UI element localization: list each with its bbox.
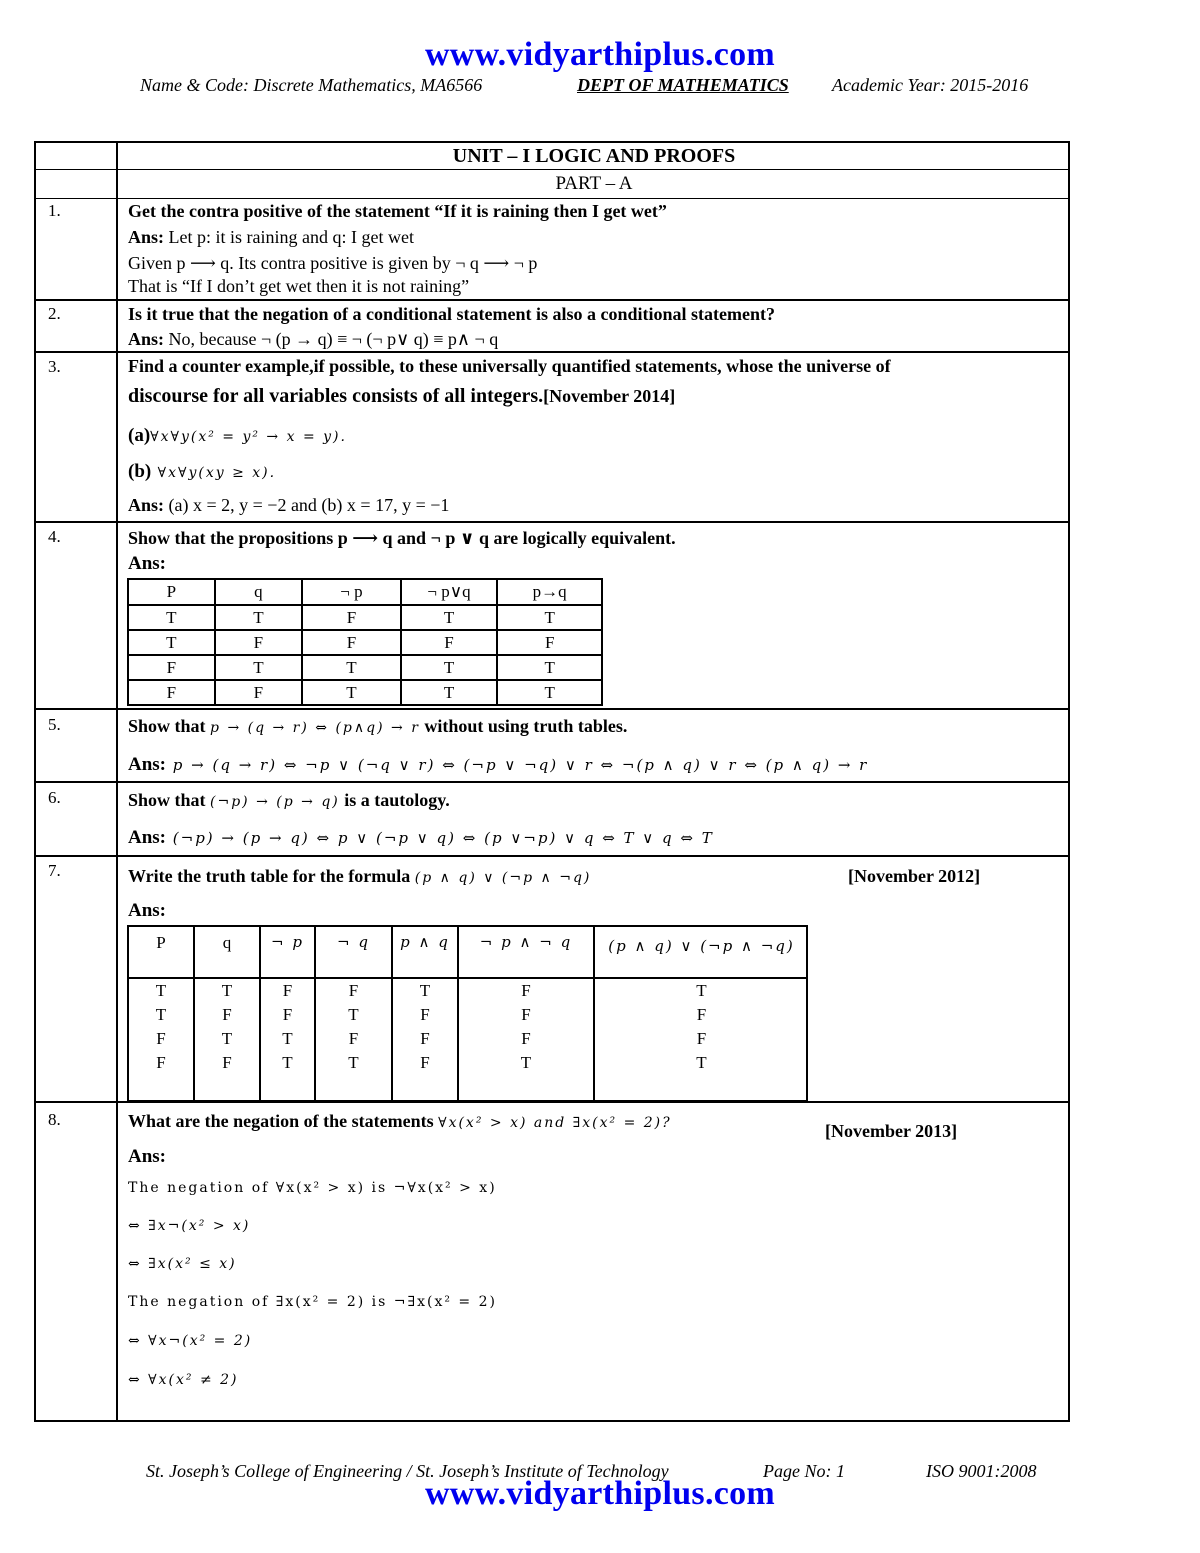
table-cell: F xyxy=(156,1029,166,1048)
answer-1-line-1: Ans: Let p: it is raining and q: I get wet xyxy=(128,227,414,247)
question-7: Write the truth table for the formula (p ∧ q) ∨ (¬p ∧ ¬q) xyxy=(128,866,592,886)
page-number: Page No: 1 xyxy=(763,1461,845,1481)
table-cell: T xyxy=(348,1005,359,1024)
answer-8-line: ⇔ ∃x(x² ≤ x) xyxy=(128,1256,237,1272)
header-cell: q xyxy=(215,579,303,605)
answer-1-line-2: Given p ⟶ q. Its contra positive is given by ¬ q ⟶ ¬ p xyxy=(128,253,538,273)
table-cell: F xyxy=(521,1029,531,1048)
truth-table-4 xyxy=(127,578,603,706)
answer-8-line: ⇔ ∀x¬(x² = 2) xyxy=(128,1333,253,1349)
table-cell: F xyxy=(222,1053,232,1072)
table-cell: F xyxy=(302,630,401,655)
table-cell: T xyxy=(401,605,498,630)
table-cell: F xyxy=(348,1029,359,1048)
table-cell: T xyxy=(221,1029,233,1048)
part-b-expression: ∀x∀y(xy ≥ x). xyxy=(151,465,277,481)
table-cell: T xyxy=(155,981,167,1000)
question-number: 1. xyxy=(48,201,61,220)
ans-label: Ans: xyxy=(128,827,167,848)
question-8: What are the negation of the statements ∀x(x² > x) and ∃x(x² = 2)? xyxy=(128,1111,672,1131)
ans-label: Ans: xyxy=(128,227,165,247)
question-number: 7. xyxy=(48,861,61,880)
part-a-expression: ∀x∀y(x² = y² → x = y). xyxy=(150,429,347,445)
table-cell: F xyxy=(282,981,293,1000)
question-3-line-2: discourse for all variables consists of all integers. xyxy=(128,385,544,407)
header-cell: p→q xyxy=(497,579,602,605)
site-url-bottom[interactable]: www.vidyarthiplus.com xyxy=(424,1475,776,1512)
table-cell: T xyxy=(215,605,303,630)
answer-2: Ans: No, because ¬ (p → q) ≡ ¬ (¬ p∨ q) ≡ p∧ ¬ q xyxy=(128,329,499,349)
table-cell: F xyxy=(215,680,303,705)
question-6: Show that (¬p) → (p → q) is a tautology. xyxy=(128,790,450,810)
table-cell: T xyxy=(419,981,431,1000)
table-cell: T xyxy=(696,1053,707,1072)
question-4: Show that the propositions p ⟶ q and ¬ p ∨ q are logically equivalent. xyxy=(128,528,676,548)
header-cell: (p ∧ q) ∨ (¬p ∧ ¬q) xyxy=(608,937,795,955)
question-number: 6. xyxy=(48,788,61,807)
table-cell: F xyxy=(521,981,531,1000)
table-cell: T xyxy=(282,1053,293,1072)
ans-label: Ans: xyxy=(128,553,167,574)
table-cell: F xyxy=(696,1005,707,1024)
academic-year: Academic Year: 2015-2016 xyxy=(832,75,1029,95)
row-divider xyxy=(34,169,1070,170)
table-cell: T xyxy=(128,605,215,630)
header-cell: ¬ p∨q xyxy=(401,579,498,605)
table-cell: T xyxy=(520,1053,532,1072)
answer-8-line: ⇔ ∃x¬(x² > x) xyxy=(128,1218,251,1234)
part-title: PART – A xyxy=(555,173,633,194)
answer-8-line: The negation of ∀x(x² > x) is ¬∀x(x² > x) xyxy=(128,1180,497,1196)
unit-title: UNIT – I LOGIC AND PROOFS xyxy=(452,145,736,167)
part-a-label: (a) xyxy=(128,425,151,446)
question-number: 3. xyxy=(48,357,61,376)
table-cell: F xyxy=(401,630,498,655)
question-3-line-1: Find a counter example,if possible, to these universally quantified statements, whose the universe of xyxy=(128,356,891,376)
table-cell: T xyxy=(497,655,602,680)
header-cell: P xyxy=(156,933,166,952)
course-name: Name & Code: Discrete Mathematics, MA6566 xyxy=(140,75,483,95)
truth-table-7 xyxy=(127,925,808,1102)
part-b-label: (b) xyxy=(128,461,152,482)
dept-name: DEPT OF MATHEMATICS xyxy=(577,75,789,95)
question-5: Show that p → (q → r) ⇔ (p∧q) → r without using truth tables. xyxy=(128,716,628,736)
table-cell: T xyxy=(401,655,498,680)
row-divider xyxy=(34,708,1070,710)
header-cell: ¬ p ∧ ¬ q xyxy=(479,933,573,951)
question-number: 4. xyxy=(48,527,61,546)
header-cell: q xyxy=(222,933,232,952)
row-divider xyxy=(34,781,1070,783)
row-divider xyxy=(34,299,1070,301)
table-cell: F xyxy=(497,630,602,655)
answer-5: Ans: p → (q → r) ⇔ ¬p ∨ (¬q ∨ r) ⇔ (¬p ∨ ¬q) ∨ r ⇔ ¬(p ∧ q) ∨ r ⇔ (p ∧ q) → r xyxy=(128,754,869,775)
site-url-top[interactable]: www.vidyarthiplus.com xyxy=(424,36,776,73)
table-cell: F xyxy=(282,1005,293,1024)
question-number: 5. xyxy=(48,715,61,734)
ans-label: Ans: xyxy=(128,495,165,515)
table-cell: F xyxy=(128,655,215,680)
table-cell: F xyxy=(696,1029,707,1048)
question-1: Get the contra positive of the statement “If it is raining then I get wet” xyxy=(128,201,667,221)
question-number: 2. xyxy=(48,304,61,323)
table-cell: F xyxy=(302,605,401,630)
header-cell: p ∧ q xyxy=(400,933,450,951)
table-cell: T xyxy=(497,605,602,630)
header-cell: ¬ p xyxy=(302,579,401,605)
header-cell: P xyxy=(128,579,215,605)
answer-6: Ans: (¬p) → (p → q) ⇔ p ∨ (¬p ∨ q) ⇔ (p ∨¬p) ∨ q ⇔ T ∨ q ⇔ T xyxy=(128,827,714,848)
table-cell: F xyxy=(420,1029,430,1048)
table-cell: F xyxy=(420,1005,430,1024)
ans-label: Ans: xyxy=(128,329,165,349)
answer-8-line: ⇔ ∀x(x² ≠ 2) xyxy=(128,1372,239,1388)
ans-label: Ans: xyxy=(128,900,167,921)
answer-8-line: The negation of ∃x(x² = 2) is ¬∃x(x² = 2) xyxy=(128,1294,497,1310)
table-cell: T xyxy=(302,680,401,705)
table-cell: F xyxy=(156,1053,166,1072)
ans-label: Ans: xyxy=(128,754,167,775)
table-cell: F xyxy=(348,981,359,1000)
header-cell: ¬ p xyxy=(271,933,304,951)
table-cell: T xyxy=(348,1053,359,1072)
table-cell: F xyxy=(222,1005,232,1024)
question-3-date: [November 2014] xyxy=(543,386,676,406)
table-cell: T xyxy=(155,1005,167,1024)
question-2: Is it true that the negation of a conditional statement is also a conditional statement? xyxy=(128,304,775,324)
table-cell: F xyxy=(215,630,303,655)
college-name: St. Joseph’s College of Engineering / St. Joseph’s Institute of Technology xyxy=(146,1461,669,1481)
table-cell: T xyxy=(401,680,498,705)
row-divider xyxy=(34,855,1070,857)
question-8-date: [November 2013] xyxy=(825,1121,958,1141)
table-cell: T xyxy=(696,981,707,1000)
table-cell: T xyxy=(282,1029,293,1048)
table-cell: T xyxy=(221,981,233,1000)
row-divider xyxy=(34,198,1070,199)
row-divider xyxy=(34,351,1070,353)
table-cell: T xyxy=(302,655,401,680)
table-cell: F xyxy=(420,1053,430,1072)
question-7-date: [November 2012] xyxy=(848,866,981,886)
table-cell: T xyxy=(497,680,602,705)
header-cell: ¬ q xyxy=(337,933,370,951)
row-divider xyxy=(34,521,1070,523)
answer-1-line-3: That is “If I don’t get wet then it is not raining” xyxy=(128,276,470,296)
table-cell: F xyxy=(128,680,215,705)
iso-cert: ISO 9001:2008 xyxy=(926,1461,1037,1481)
table-cell: F xyxy=(521,1005,531,1024)
table-cell: T xyxy=(128,630,215,655)
question-number: 8. xyxy=(48,1110,61,1129)
answer-3: Ans: (a) x = 2, y = −2 and (b) x = 17, y = −1 xyxy=(128,495,450,515)
table-cell: T xyxy=(215,655,303,680)
ans-label: Ans: xyxy=(128,1146,167,1167)
